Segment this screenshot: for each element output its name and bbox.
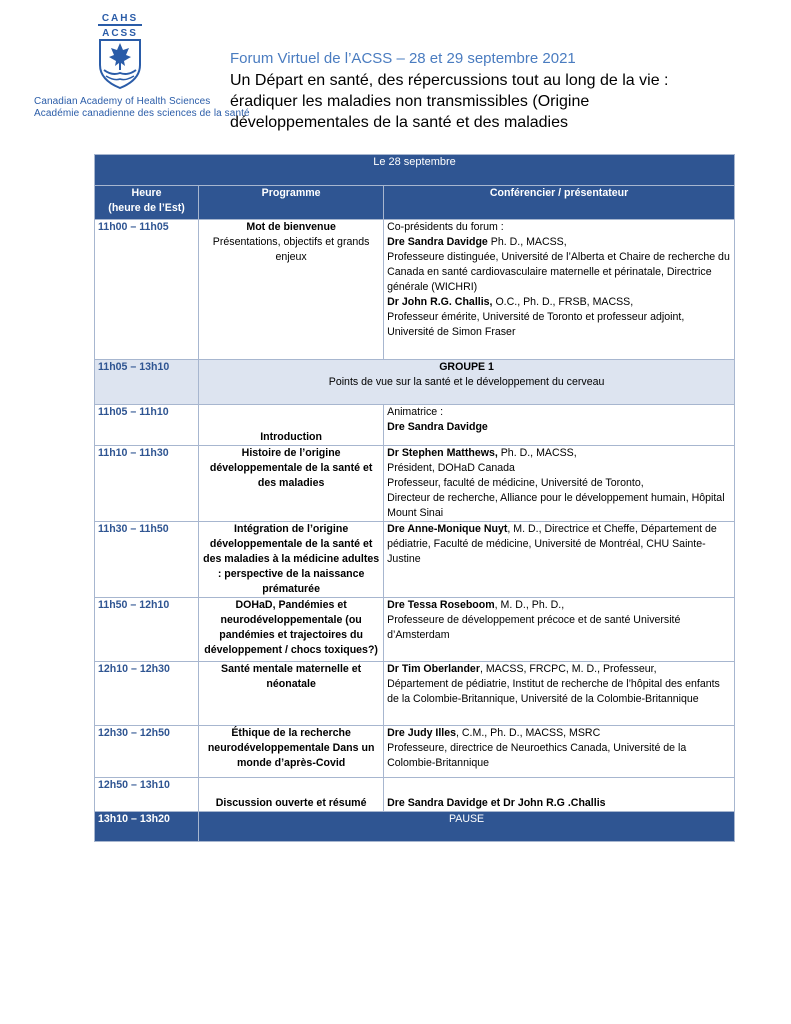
col-header-time-zone: (heure de l’Est)	[108, 202, 185, 214]
time-cell: 11h00 – 11h05	[95, 220, 199, 360]
speaker-detail: Président, DOHaD Canada	[387, 462, 515, 474]
col-header-speaker: Conférencier / présentateur	[384, 186, 735, 220]
speaker-line	[387, 420, 731, 435]
program-cell	[199, 522, 384, 598]
program-cell	[199, 405, 384, 446]
day-header: Le 28 septembre	[95, 155, 735, 186]
program-cell	[199, 778, 384, 812]
program-cell	[199, 598, 384, 662]
logo-letters-bottom: ACSS	[102, 28, 138, 39]
subtitle-line: développementales de la santé et des maladies	[230, 114, 568, 131]
program-title: Intégration de l’origine développementale de la santé et des maladies à la médicine adultes : perspective de la naissance prématurée	[203, 523, 380, 595]
time-cell: 11h10 – 11h30	[95, 446, 199, 522]
pause-label: PAUSE	[199, 812, 735, 842]
program-title: Mot de bienvenue	[246, 221, 336, 233]
time-cell: 12h10 – 12h30	[95, 662, 199, 726]
speaker-cell	[384, 598, 735, 662]
speaker-name: Dre Judy Illes	[387, 727, 457, 739]
speaker-line	[387, 726, 731, 741]
table-row	[95, 778, 735, 812]
program-title: Histoire de l’origine développementale de la santé et des maladies	[209, 447, 373, 489]
subtitle-line: éradiquer les maladies non transmissibles (Origine	[230, 93, 590, 110]
table-row	[95, 220, 735, 360]
program-detail: Présentations, objectifs et grands enjeux	[212, 236, 370, 263]
speaker-name: Dr Stephen Matthews,	[387, 447, 498, 459]
speaker-line	[387, 796, 731, 811]
speaker-line	[387, 295, 731, 310]
schedule-rows	[95, 220, 735, 842]
speaker-name: Dre Sandra Davidge	[387, 236, 488, 248]
table-row	[95, 405, 735, 446]
time-value: 11h05 – 13h10	[98, 361, 170, 373]
speaker-cell	[384, 662, 735, 726]
program-cell	[199, 446, 384, 522]
col-header-time	[95, 186, 199, 220]
speaker-detail: , MACSS, FRCPC, M. D., Professeur,	[479, 663, 657, 675]
col-header-time-label: Heure	[131, 187, 162, 199]
table-row	[95, 812, 735, 842]
speaker-name: Dre Sandra Davidge et Dr John R.G .Challis	[387, 797, 606, 809]
speaker-detail: Professeur, faculté de médicine, Université de Toronto,	[387, 477, 644, 489]
org-name-french: Académie canadienne des sciences de la santé	[34, 108, 250, 119]
day-header-row	[95, 155, 735, 186]
group-title: GROUPE 1	[439, 361, 494, 373]
program-cell	[199, 726, 384, 778]
speaker-line	[387, 235, 731, 250]
speaker-cell	[384, 446, 735, 522]
speaker-detail: Directeur de recherche, Alliance pour le développement humain, Hôpital Mount Sinai	[387, 492, 725, 519]
program-cell	[199, 220, 384, 360]
subtitle-line: Un Départ en santé, des répercussions tout au long de la vie :	[230, 72, 669, 89]
speaker-line	[387, 220, 731, 235]
group-cell	[199, 360, 735, 405]
program-title: Discussion ouverte et résumé	[215, 797, 367, 809]
speaker-name: Dre Tessa Roseboom	[387, 599, 495, 611]
program-title: Éthique de la recherche neurodéveloppementale Dans un monde d’après-Covid	[207, 727, 375, 769]
table-row	[95, 662, 735, 726]
program-cell	[199, 662, 384, 726]
speaker-line	[387, 476, 731, 491]
speaker-detail: Département de pédiatrie, Institut de recherche de l’hôpital des enfants de la Colombie-Britannique, Université de la Colombie-Britannique	[387, 678, 720, 705]
speaker-line	[387, 677, 731, 707]
speaker-detail: Professeure, directrice de Neuroethics Canada, Université de la Colombie-Britannique	[387, 742, 687, 769]
speaker-name: Dre Sandra Davidge	[387, 421, 488, 433]
time-cell: 12h30 – 12h50	[95, 726, 199, 778]
speaker-detail: Co-présidents du forum :	[387, 221, 504, 233]
speaker-line	[387, 598, 731, 613]
col-header-program: Programme	[199, 186, 384, 220]
speaker-detail: , C.M., Ph. D., MACSS, MSRC	[456, 727, 601, 739]
speaker-detail: Ph. D., MACSS,	[497, 447, 577, 459]
schedule-table	[94, 154, 735, 842]
speaker-cell	[384, 778, 735, 812]
time-cell	[95, 360, 199, 405]
speaker-line	[387, 405, 731, 420]
table-row	[95, 726, 735, 778]
speaker-line	[387, 491, 731, 521]
speaker-name: Dre Anne-Monique Nuyt	[387, 523, 508, 535]
table-row	[95, 598, 735, 662]
logo-letters-top: CAHS	[101, 13, 139, 24]
table-row	[95, 360, 735, 405]
time-cell: 11h30 – 11h50	[95, 522, 199, 598]
speaker-name: Dr John R.G. Challis,	[387, 296, 493, 308]
forum-subtitle	[230, 70, 770, 133]
speaker-detail: Animatrice :	[387, 406, 444, 418]
speaker-line	[387, 250, 731, 295]
time-cell: 12h50 – 13h10	[95, 778, 199, 812]
column-header-row	[95, 186, 735, 220]
speaker-name: Dr Tim Oberlander	[387, 663, 480, 675]
speaker-line	[387, 446, 731, 461]
speaker-detail: Professeure de développement précoce et de santé Université d’Amsterdam	[387, 614, 681, 641]
speaker-line	[387, 310, 731, 340]
time-cell: 11h05 – 11h10	[95, 405, 199, 446]
speaker-detail: Professeur émérite, Université de Toronto et professeur adjoint, Université de Simon Fraser	[387, 311, 685, 338]
speaker-detail: Professeure distinguée, Université de l’Alberta et Chaire de recherche du Canada en santé cardiovasculaire maternelle et périnatale, Directrice générale (WICHRI)	[387, 251, 730, 293]
speaker-detail: , M. D., Directrice et Cheffe, Département de pédiatrie, Faculté de médicine, Université de Montréal, CHU Sainte-Justine	[387, 523, 717, 565]
speaker-cell	[384, 220, 735, 360]
speaker-cell	[384, 522, 735, 598]
org-name-english: Canadian Academy of Health Sciences	[34, 96, 211, 107]
maple-leaf-shield-icon	[90, 10, 150, 90]
speaker-detail: O.C., Ph. D., FRSB, MACSS,	[492, 296, 634, 308]
speaker-detail: Ph. D., MACSS,	[487, 236, 567, 248]
table-row	[95, 446, 735, 522]
forum-title: Forum Virtuel de l’ACSS – 28 et 29 septembre 2021	[230, 50, 576, 67]
speaker-line	[387, 741, 731, 771]
program-title: DOHaD, Pandémies et neurodéveloppementale (ou pandémies et trajectoires du développement / chocs toxiques?)	[204, 599, 378, 656]
program-title: Introduction	[260, 431, 323, 443]
speaker-line	[387, 662, 731, 677]
group-subtitle: Points de vue sur la santé et le développement du cerveau	[328, 376, 605, 388]
speaker-detail: , M. D., Ph. D.,	[494, 599, 565, 611]
speaker-line	[387, 461, 731, 476]
speaker-cell	[384, 726, 735, 778]
program-title: Santé mentale maternelle et néonatale	[221, 663, 362, 690]
time-cell: 13h10 – 13h20	[95, 812, 199, 842]
table-row	[95, 522, 735, 598]
speaker-line	[387, 522, 731, 567]
speaker-cell	[384, 405, 735, 446]
speaker-line	[387, 613, 731, 643]
time-cell: 11h50 – 12h10	[95, 598, 199, 662]
